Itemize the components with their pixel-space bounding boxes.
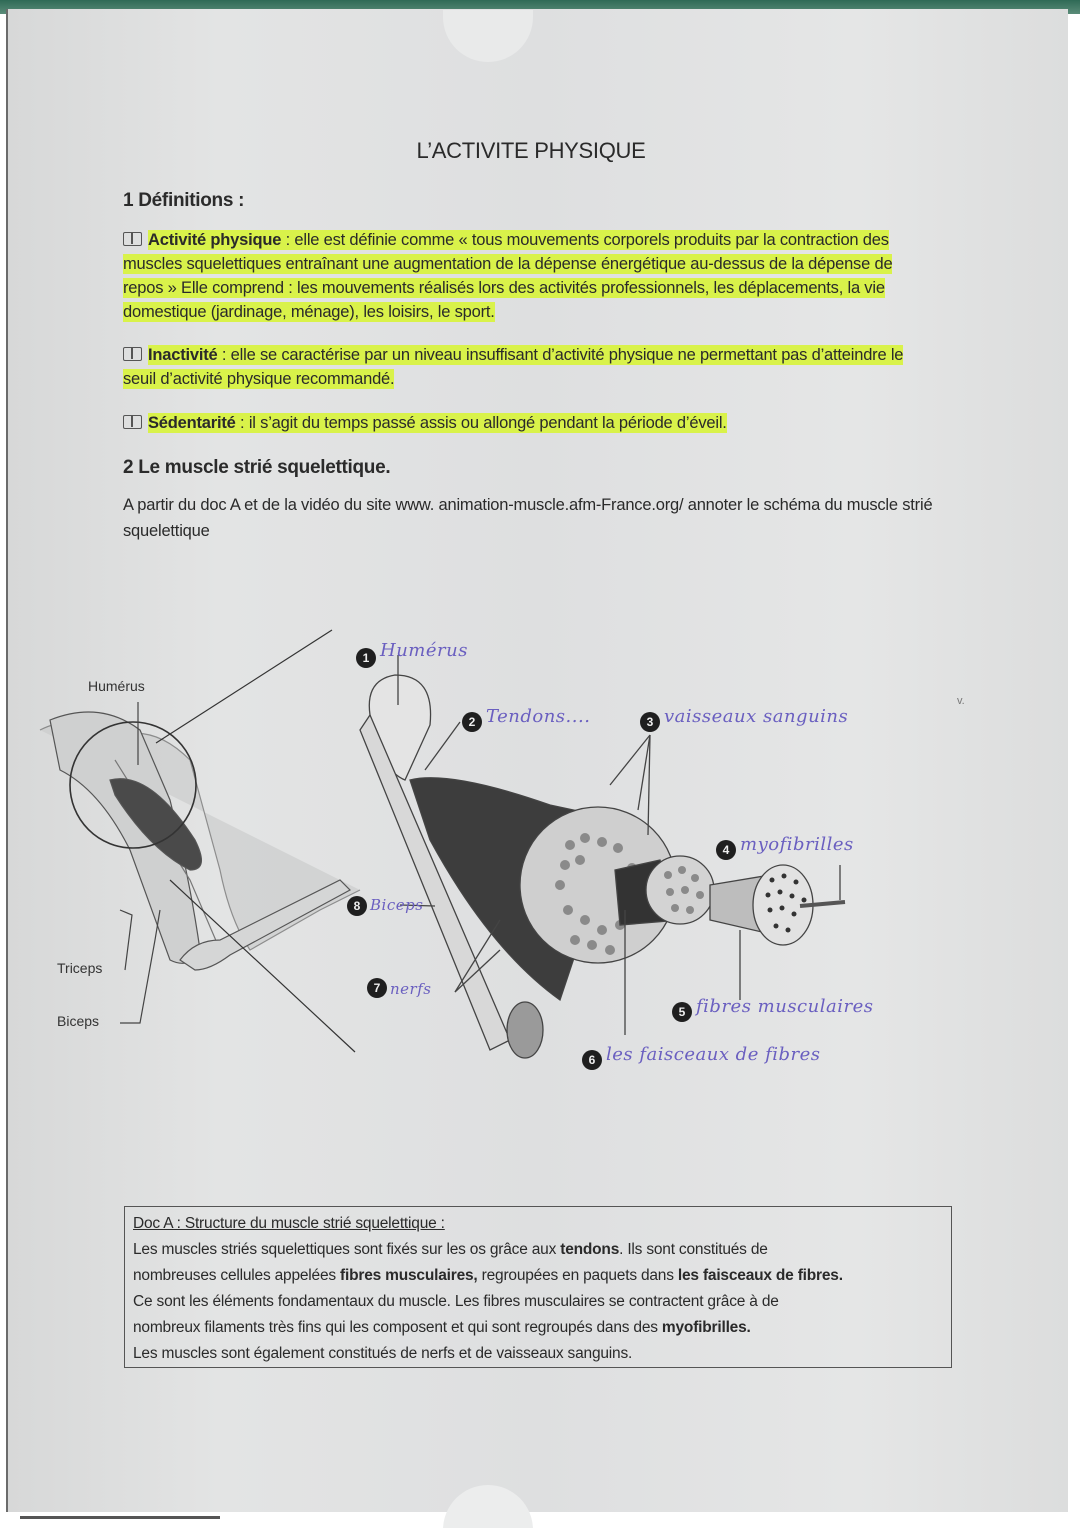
muscle-diagram xyxy=(20,620,940,1080)
page-shadow xyxy=(20,1516,220,1519)
annotation-number-4: 4 xyxy=(716,840,736,860)
doc-text: nombreux filaments très fins qui les composent et qui sont regroupés dans des xyxy=(133,1319,662,1336)
doc-keyword: myofibrilles. xyxy=(661,1319,751,1336)
doc-a-line-4 xyxy=(133,1315,943,1341)
definition-inactivite xyxy=(123,343,923,391)
definition-term: Sédentarité xyxy=(148,414,236,432)
annotation-number-2: 2 xyxy=(462,712,482,732)
section2-heading: 2 Le muscle strié squelettique. xyxy=(123,457,391,478)
doc-text: regroupées en paquets dans xyxy=(477,1267,678,1284)
page-title: L’ACTIVITE PHYSIQUE xyxy=(416,138,646,163)
printed-label-humerus: Humérus xyxy=(88,678,145,694)
stray-mark: v. xyxy=(957,695,965,707)
doc-keyword: fibres musculaires, xyxy=(340,1267,478,1284)
doc-keyword: tendons xyxy=(560,1241,620,1258)
annotation-5: fibres musculaires xyxy=(696,996,874,1017)
definition-text: : elle se caractérise par un niveau insuffisant d’activité physique ne permettant pas d’atteindre le seuil d’activité physique recommandé. xyxy=(123,346,904,388)
annotation-8: Biceps xyxy=(370,896,424,914)
section1-heading: 1 Définitions : xyxy=(123,190,245,211)
doc-a-title: Doc A : Structure du muscle strié squelettique : xyxy=(133,1215,445,1232)
annotation-7: nerfs xyxy=(390,980,432,998)
annotation-1: Humérus xyxy=(380,640,468,661)
annotation-number-5: 5 xyxy=(672,1002,692,1022)
doc-text: . Ils sont constitués de xyxy=(619,1241,768,1258)
doc-text: nombreuses cellules appelées xyxy=(133,1267,341,1284)
doc-text: Les muscles striés squelettiques sont fixés sur les os grâce aux xyxy=(133,1241,561,1258)
definition-sedentarite xyxy=(123,411,923,435)
printed-label-triceps: Triceps xyxy=(57,960,103,976)
book-icon xyxy=(123,415,142,429)
annotation-3: vaisseaux sanguins xyxy=(664,706,849,727)
annotation-number-1: 1 xyxy=(356,648,376,668)
doc-keyword: les faisceaux de fibres. xyxy=(677,1267,843,1284)
doc-a-line-5: Les muscles sont également constitués de nerfs et de vaisseaux sanguins. xyxy=(133,1345,633,1362)
book-icon xyxy=(123,232,142,246)
doc-a-line-1 xyxy=(133,1237,943,1263)
annotation-number-6: 6 xyxy=(582,1050,602,1070)
printed-label-biceps: Biceps xyxy=(57,1013,100,1029)
definition-text: : il s’agit du temps passé assis ou allongé pendant la période d’éveil. xyxy=(235,414,727,432)
annotation-2: Tendons.... xyxy=(486,706,591,727)
annotation-number-8: 8 xyxy=(347,896,367,916)
definition-activite-physique xyxy=(123,228,923,324)
annotation-number-3: 3 xyxy=(640,712,660,732)
annotation-4: myofibrilles xyxy=(740,834,854,855)
section2-instruction: A partir du doc A et de la vidéo du site www. animation-muscle.afm-France.org/ annoter le schéma du muscle strié squelettique xyxy=(123,496,933,540)
doc-a-box xyxy=(124,1206,952,1368)
annotation-number-7: 7 xyxy=(367,978,387,998)
book-icon xyxy=(123,347,142,361)
definition-term: Activité physique xyxy=(148,231,282,249)
definition-term: Inactivité xyxy=(148,346,218,364)
definition-text: : elle est définie comme « tous mouvements corporels produits par la contraction des muscles squelettiques entraînant une augmentation de la dépense énergétique au-dessus de la dépense de repos » Elle comprend : les mouvements réalisés lors des activités professionnels, les déplacements, la vie domestique (jardinage, ménage), les loisirs, le sport. xyxy=(123,231,893,321)
annotation-6: les faisceaux de fibres xyxy=(606,1044,821,1065)
doc-a-line-3: Ce sont les éléments fondamentaux du muscle. Les fibres musculaires se contractent grâce à de xyxy=(133,1293,779,1310)
doc-a-line-2 xyxy=(133,1263,943,1289)
